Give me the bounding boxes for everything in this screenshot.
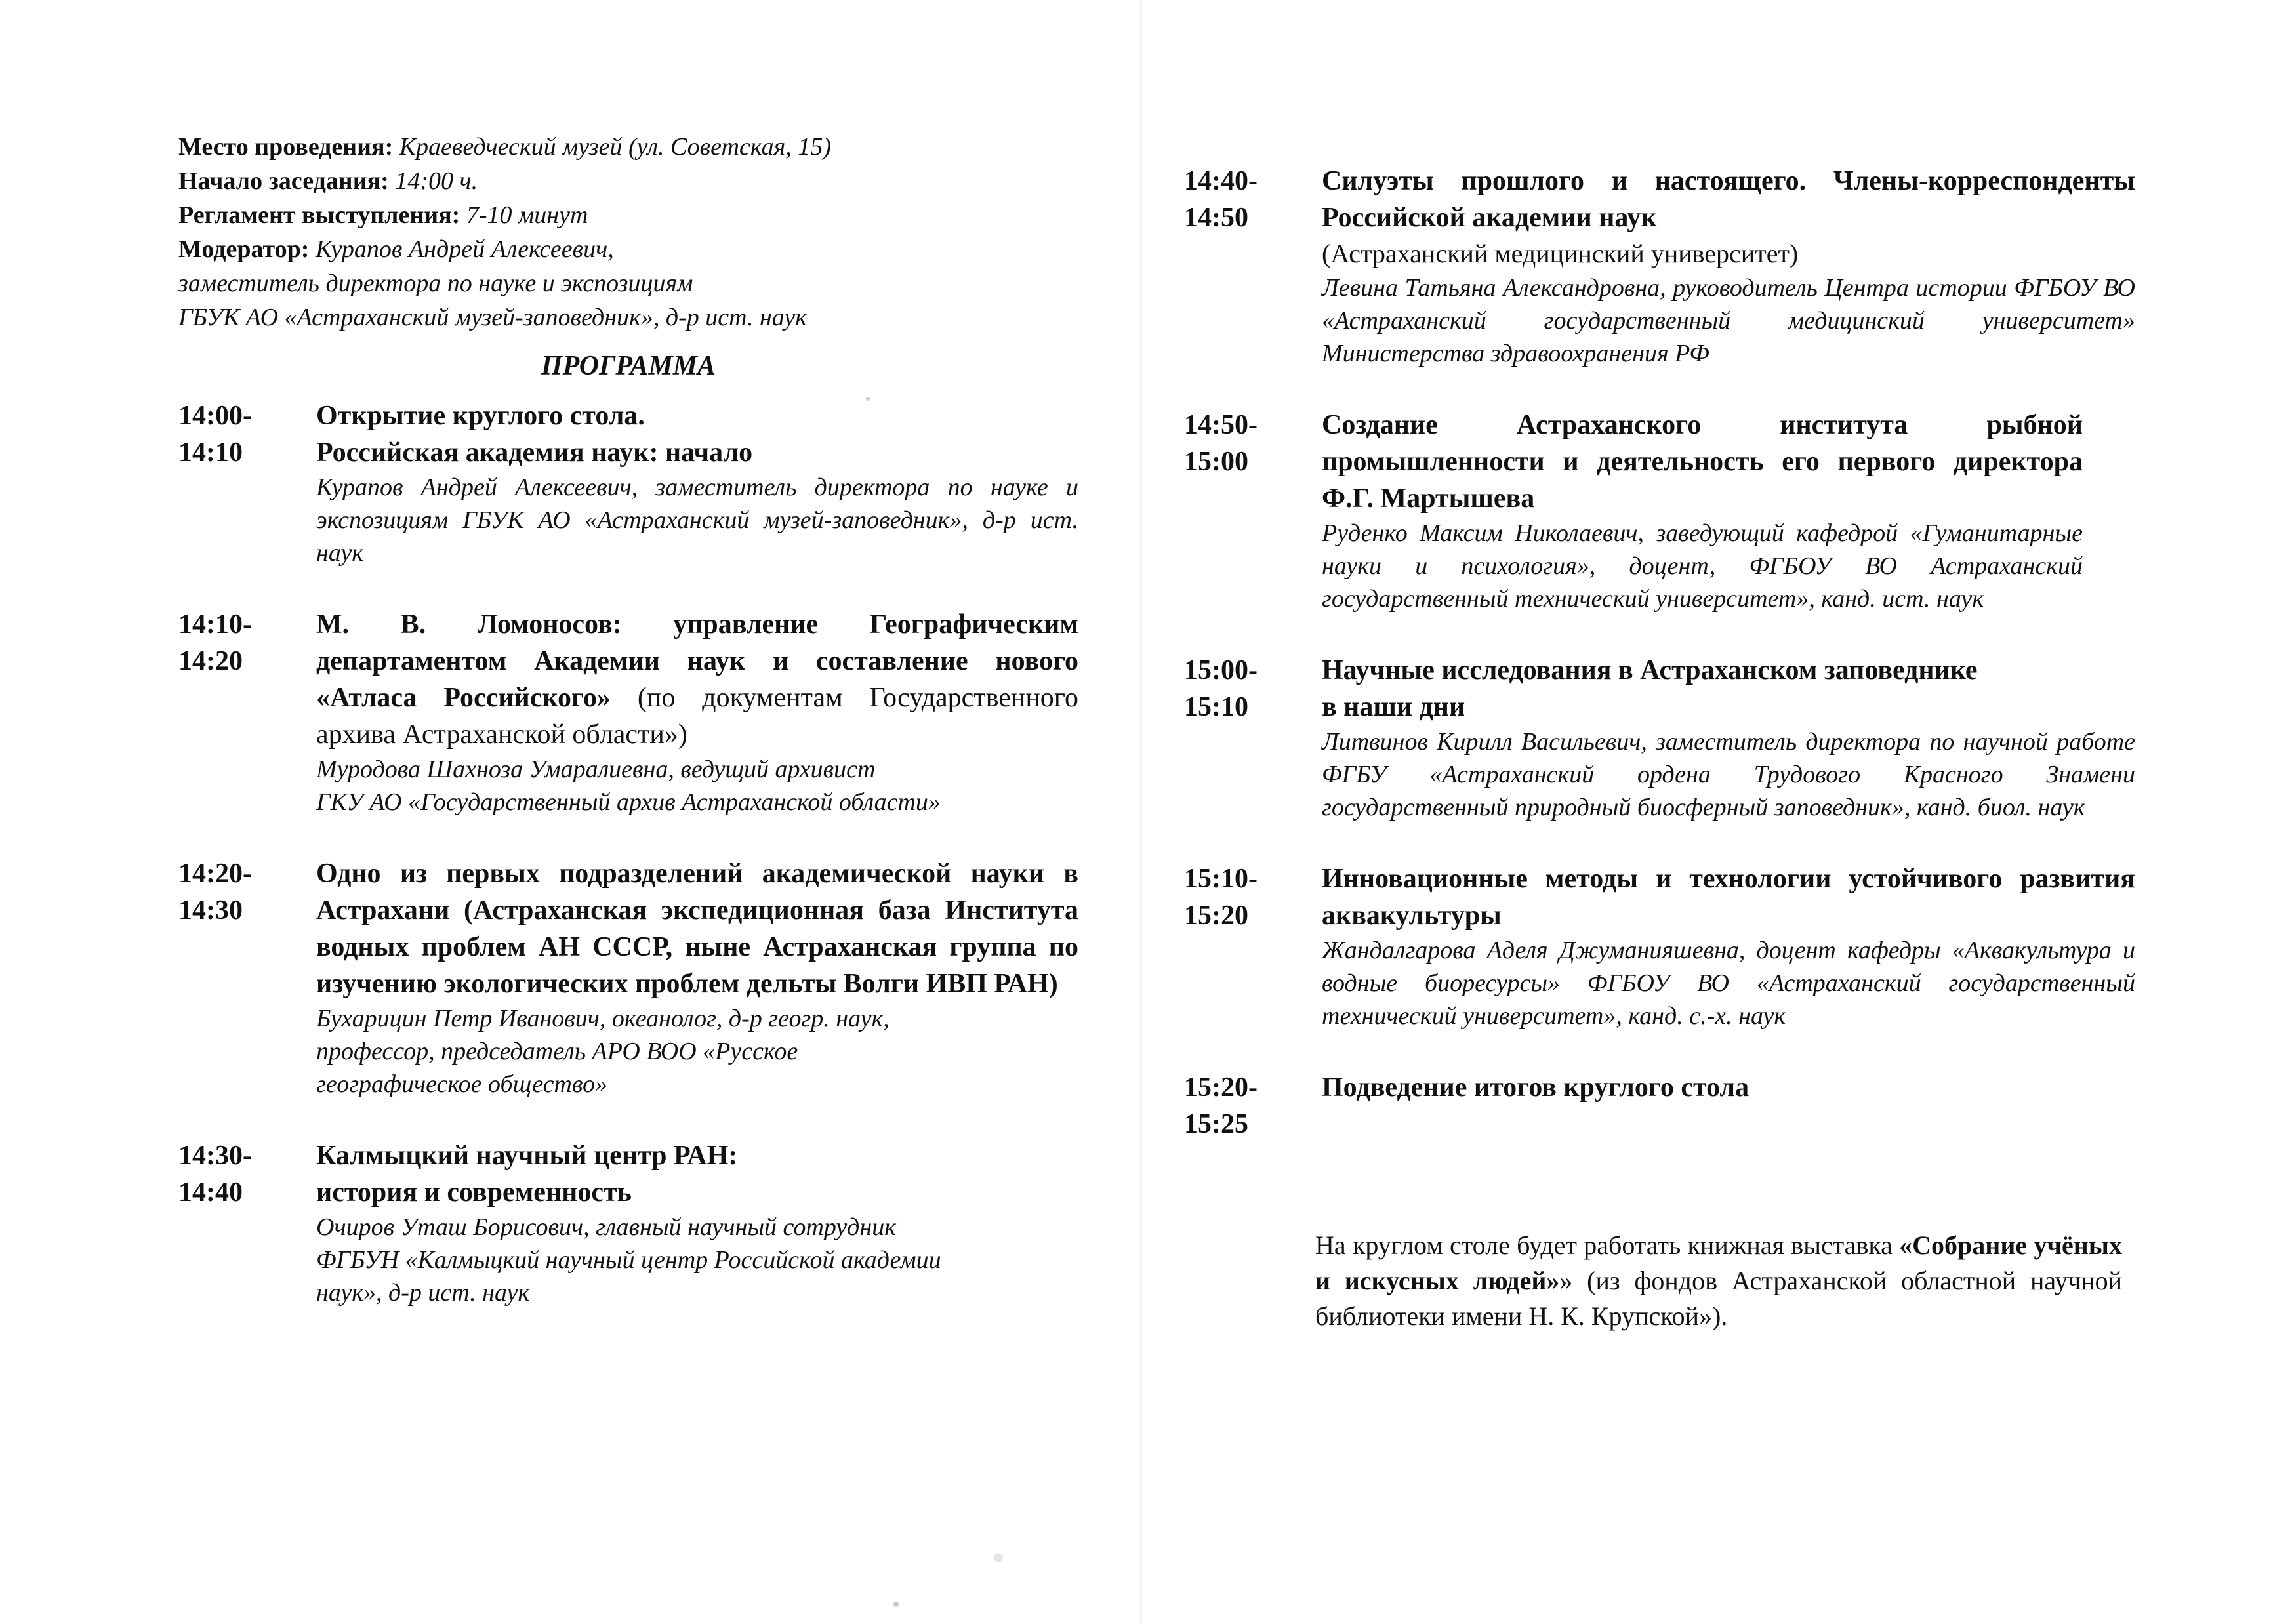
program-time — [1184, 861, 1322, 1032]
program-time — [1184, 652, 1322, 824]
program-time — [1184, 1069, 1322, 1143]
moderator-position: заместитель директора по науке и экспозициям — [178, 270, 693, 297]
speaker-degree: наук», д-р ист. наук — [316, 1279, 530, 1307]
program-item-body — [1322, 652, 2135, 824]
regulation-value: 7-10 минут — [466, 201, 588, 229]
program-item — [178, 1137, 1078, 1309]
talk-title-line2: история и современность — [316, 1177, 632, 1208]
event-info — [178, 130, 1078, 335]
program-time — [178, 397, 316, 569]
speaker-info: Литвинов Кирилл Васильевич, заместитель директора по научной работе ФГБУ «Астраханский ордена Трудового Красного Знамени государственный природный биосферный заповедник», канд. биол. наук — [1322, 728, 2135, 821]
talk-title: Подведение итогов круглого стола — [1322, 1072, 1750, 1103]
program-item-body — [316, 855, 1078, 1101]
speaker-organization: ФГБУН «Калмыцкий научный центр Российской академии — [316, 1246, 941, 1274]
regulation-line — [178, 198, 1078, 232]
talk-title: Научные исследования в Астраханском заповеднике — [1322, 655, 1978, 685]
program-heading: ПРОГРАММА — [541, 351, 716, 381]
time-start: 15:10- — [1184, 864, 1258, 894]
speaker-info: Муродова Шахноза Умаралиевна, ведущий архивист — [316, 756, 876, 783]
program-time — [178, 855, 316, 1101]
talk-title — [316, 606, 1078, 753]
talk-title-line2: Российская академия наук: начало — [316, 437, 753, 468]
right-column — [1184, 163, 2135, 1334]
time-start: 14:20- — [178, 859, 252, 889]
speaker-organization: ГКУ АО «Государственный архив Астраханской области» — [316, 788, 941, 816]
talk-title: Калмыцкий научный центр РАН: — [316, 1141, 738, 1171]
venue-label: Место проведения: — [178, 133, 394, 161]
talk-title: Инновационные методы и технологии устойчивого развития аквакультуры — [1322, 864, 2135, 931]
regulation-label: Регламент выступления: — [178, 201, 460, 229]
speaker-info: Курапов Андрей Алексеевич, заместитель директора по науке и экспозициям ГБУК АО «Астраханский музей-заповедник», д-р ист. наук — [316, 474, 1078, 567]
speaker-info: Руденко Максим Николаевич, заведующий кафедрой «Гуманитарные науки и психология», доцент, ФГБОУ ВО Астраханский государственный технический университет», канд. ист. наук — [1322, 519, 2083, 613]
start-line — [178, 164, 1078, 198]
program-time — [1184, 407, 1322, 615]
speaker-info: Очиров Уташ Борисович, главный научный сотрудник — [316, 1213, 897, 1241]
program-item — [1184, 163, 2135, 370]
scan-speck — [994, 1553, 1003, 1562]
venue-line — [178, 130, 1078, 164]
talk-title-line2: в наши дни — [1322, 692, 1465, 722]
venue-value: Краеведческий музей (ул. Советская, 15) — [399, 133, 831, 161]
program-item-body — [316, 606, 1078, 819]
talk-title: Силуэты прошлого и настоящего. Члены-корреспонденты Российской академии наук — [1322, 166, 2135, 233]
time-end: 15:00 — [1184, 447, 1248, 477]
time-end: 15:10 — [1184, 692, 1248, 722]
left-column — [178, 130, 1078, 1309]
moderator-line — [178, 232, 1078, 266]
talk-title: Создание Астраханского института рыбной промышленности и деятельность его первого директора Ф.Г. Мартышева — [1322, 410, 2083, 514]
exhibition-note — [1315, 1228, 2122, 1334]
talk-subtitle: (Астраханский медицинский университет) — [1322, 239, 1799, 268]
moderator-organization: ГБУК АО «Астраханский музей-заповедник», д-р ист. наук — [178, 304, 808, 331]
time-end: 14:10 — [178, 437, 243, 468]
program-item — [1184, 652, 2135, 824]
time-end: 14:50 — [1184, 203, 1248, 233]
exhibition-note-source: » (из фондов Астраханской областной научной библиотеки имени Н. К. Крупской»). — [1315, 1266, 2123, 1331]
talk-title: Одно из первых подразделений академической науки в Астрахани (Астраханская экспедиционная база Института водных проблем АН СССР, ныне Астраханская группа по изучению экологических проблем дельты Волги ИВП РАН) — [316, 859, 1078, 999]
time-end: 14:20 — [178, 646, 243, 676]
time-start: 14:30- — [178, 1141, 252, 1171]
speaker-position: профессор, председатель АРО ВОО «Русское — [316, 1038, 798, 1065]
exhibition-note-text: На круглом столе будет работать книжная выставка — [1315, 1230, 1900, 1260]
program-item — [1184, 1069, 2135, 1143]
speaker-info: Бухарицин Петр Иванович, океанолог, д-р геогр. наук, — [316, 1005, 890, 1032]
talk-title-source: (по документам Государственного архива Астраханской области») — [316, 683, 1078, 750]
program-item — [178, 397, 1078, 569]
program-time — [178, 1137, 316, 1309]
speaker-info: Жандалгарова Аделя Джуманияшевна, доцент кафедры «Аквакультура и водные биоресурсы» ФГБОУ ВО «Астраханский государственный технический университет», канд. с.-х. наук — [1322, 937, 2135, 1030]
start-value: 14:00 ч. — [395, 167, 478, 195]
talk-title-bold: М. В. Ломоносов: управление Географическим департаментом Академии наук и составление нового «Атласа Российского» — [316, 609, 1078, 713]
time-start: 14:50- — [1184, 410, 1258, 440]
time-start: 15:00- — [1184, 655, 1258, 685]
page-fold — [1140, 0, 1142, 1624]
program-item-body — [1322, 407, 2135, 615]
speaker-info: Левина Татьяна Александровна, руководитель Центра истории ФГБОУ ВО «Астраханский государственный медицинский университет» Министерства здравоохранения РФ — [1322, 274, 2135, 367]
time-end: 15:20 — [1184, 901, 1248, 931]
talk-title: Открытие круглого стола. — [316, 401, 645, 431]
speaker-organization: географическое общество» — [316, 1070, 607, 1098]
program-item-body — [316, 1137, 1078, 1309]
time-end: 14:40 — [178, 1177, 243, 1208]
program-item-body — [1322, 163, 2135, 370]
program-time — [178, 606, 316, 819]
program-item-body — [1322, 861, 2135, 1032]
time-start: 14:00- — [178, 401, 252, 431]
program-item-body — [316, 397, 1078, 569]
start-label: Начало заседания: — [178, 167, 389, 195]
program-item — [178, 855, 1078, 1101]
moderator-value: Курапов Андрей Алексеевич, — [315, 235, 614, 263]
time-start: 14:10- — [178, 609, 252, 639]
program-item — [1184, 407, 2135, 615]
program-time — [1184, 163, 1322, 370]
exhibition-title: «Собрание учёных и искусных людей» — [1315, 1230, 2122, 1295]
time-end: 14:30 — [178, 895, 243, 925]
program-item-body — [1322, 1069, 2135, 1143]
time-end: 15:25 — [1184, 1109, 1248, 1139]
time-start: 15:20- — [1184, 1072, 1258, 1103]
time-start: 14:40- — [1184, 166, 1258, 196]
program-item — [178, 606, 1078, 819]
program-item — [1184, 861, 2135, 1032]
scan-speck — [893, 1602, 899, 1607]
moderator-label: Модератор: — [178, 235, 310, 263]
